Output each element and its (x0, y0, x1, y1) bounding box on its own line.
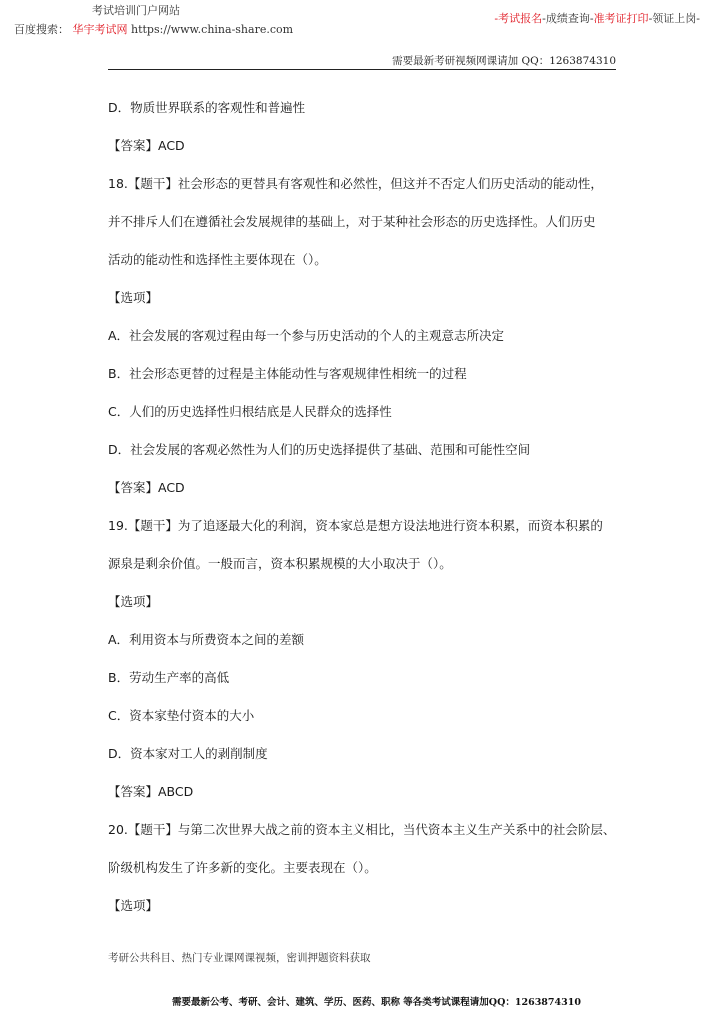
option-a-line: A．利用资本与所费资本之间的差额 (108, 632, 305, 647)
question-18-stem: 并不排斥人们在遵循社会发展规律的基础上，对于某种社会形态的历史选择性。人们历史 (108, 214, 596, 229)
exam-signup-link[interactable]: 考试报名 (498, 12, 543, 25)
site-url[interactable]: https://www.china-share.com (131, 23, 294, 36)
question-18-stem: 活动的能动性和选择性主要体现在（）。 (108, 252, 327, 267)
certificate-link[interactable]: -领证上岗- (648, 12, 700, 25)
option-b-line: B．社会形态更替的过程是主体能动性与客观规律性相统一的过程 (108, 366, 467, 381)
footer-promo: 考研公共科目、热门专业课网课视频，密训押题资料获取 (108, 952, 371, 964)
option-b-line: B．劳动生产率的高低 (108, 670, 230, 685)
top-links (494, 10, 700, 26)
option-d-line: D．物质世界联系的客观性和普遍性 (108, 100, 306, 115)
admission-print-link[interactable]: 准考证打印 (593, 12, 649, 25)
option-c-line: C．人们的历史选择性归根结底是人民群众的选择性 (108, 404, 392, 419)
options-heading: 【选项】 (108, 290, 159, 305)
header-divider (108, 69, 616, 70)
option-d-line: D．社会发展的客观必然性为人们的历史选择提供了基础、范围和可能性空间 (108, 442, 531, 457)
question-20-stem: 阶级机构发生了许多新的变化。主要表现在（）。 (108, 860, 377, 875)
question-18-stem: 18.【题干】社会形态的更替具有客观性和必然性，但这并不否定人们历史活动的能动性， (108, 176, 603, 191)
score-query-link[interactable]: -成绩查询- (542, 12, 594, 25)
site-name: 考试培训门户网站 (92, 4, 180, 17)
answer-line: 【答案】ACD (108, 138, 185, 153)
top-links-lead: - (494, 12, 499, 25)
search-brand-link[interactable]: 华宇考试网 (72, 23, 128, 36)
footer-contact: 需要最新公考、考研、会计、建筑、学历、医药、职称 等各类考试课程请加QQ：1263874310 (172, 997, 581, 1008)
option-d-line: D．资本家对工人的剥削制度 (108, 746, 268, 761)
option-a-line: A．社会发展的客观过程由每一个参与历史活动的个人的主观意志所决定 (108, 328, 505, 343)
search-prefix: 百度搜索： (14, 23, 69, 36)
header-qq-note: 需要最新考研视频网课请加 QQ：1263874310 (392, 55, 616, 67)
search-line (14, 21, 293, 37)
option-c-line: C．资本家垫付资本的大小 (108, 708, 255, 723)
options-heading: 【选项】 (108, 594, 159, 609)
options-heading: 【选项】 (108, 898, 159, 913)
answer-line: 【答案】ABCD (108, 784, 194, 799)
question-19-stem: 源泉是剩余价值。一般而言，资本积累规模的大小取决于（）。 (108, 556, 452, 571)
answer-line: 【答案】ACD (108, 480, 185, 495)
question-20-stem: 20.【题干】与第二次世界大战之前的资本主义相比，当代资本主义生产关系中的社会阶层、 (108, 822, 616, 837)
question-19-stem: 19.【题干】为了追逐最大化的利润，资本家总是想方设法地进行资本积累，而资本积累的 (108, 518, 603, 533)
